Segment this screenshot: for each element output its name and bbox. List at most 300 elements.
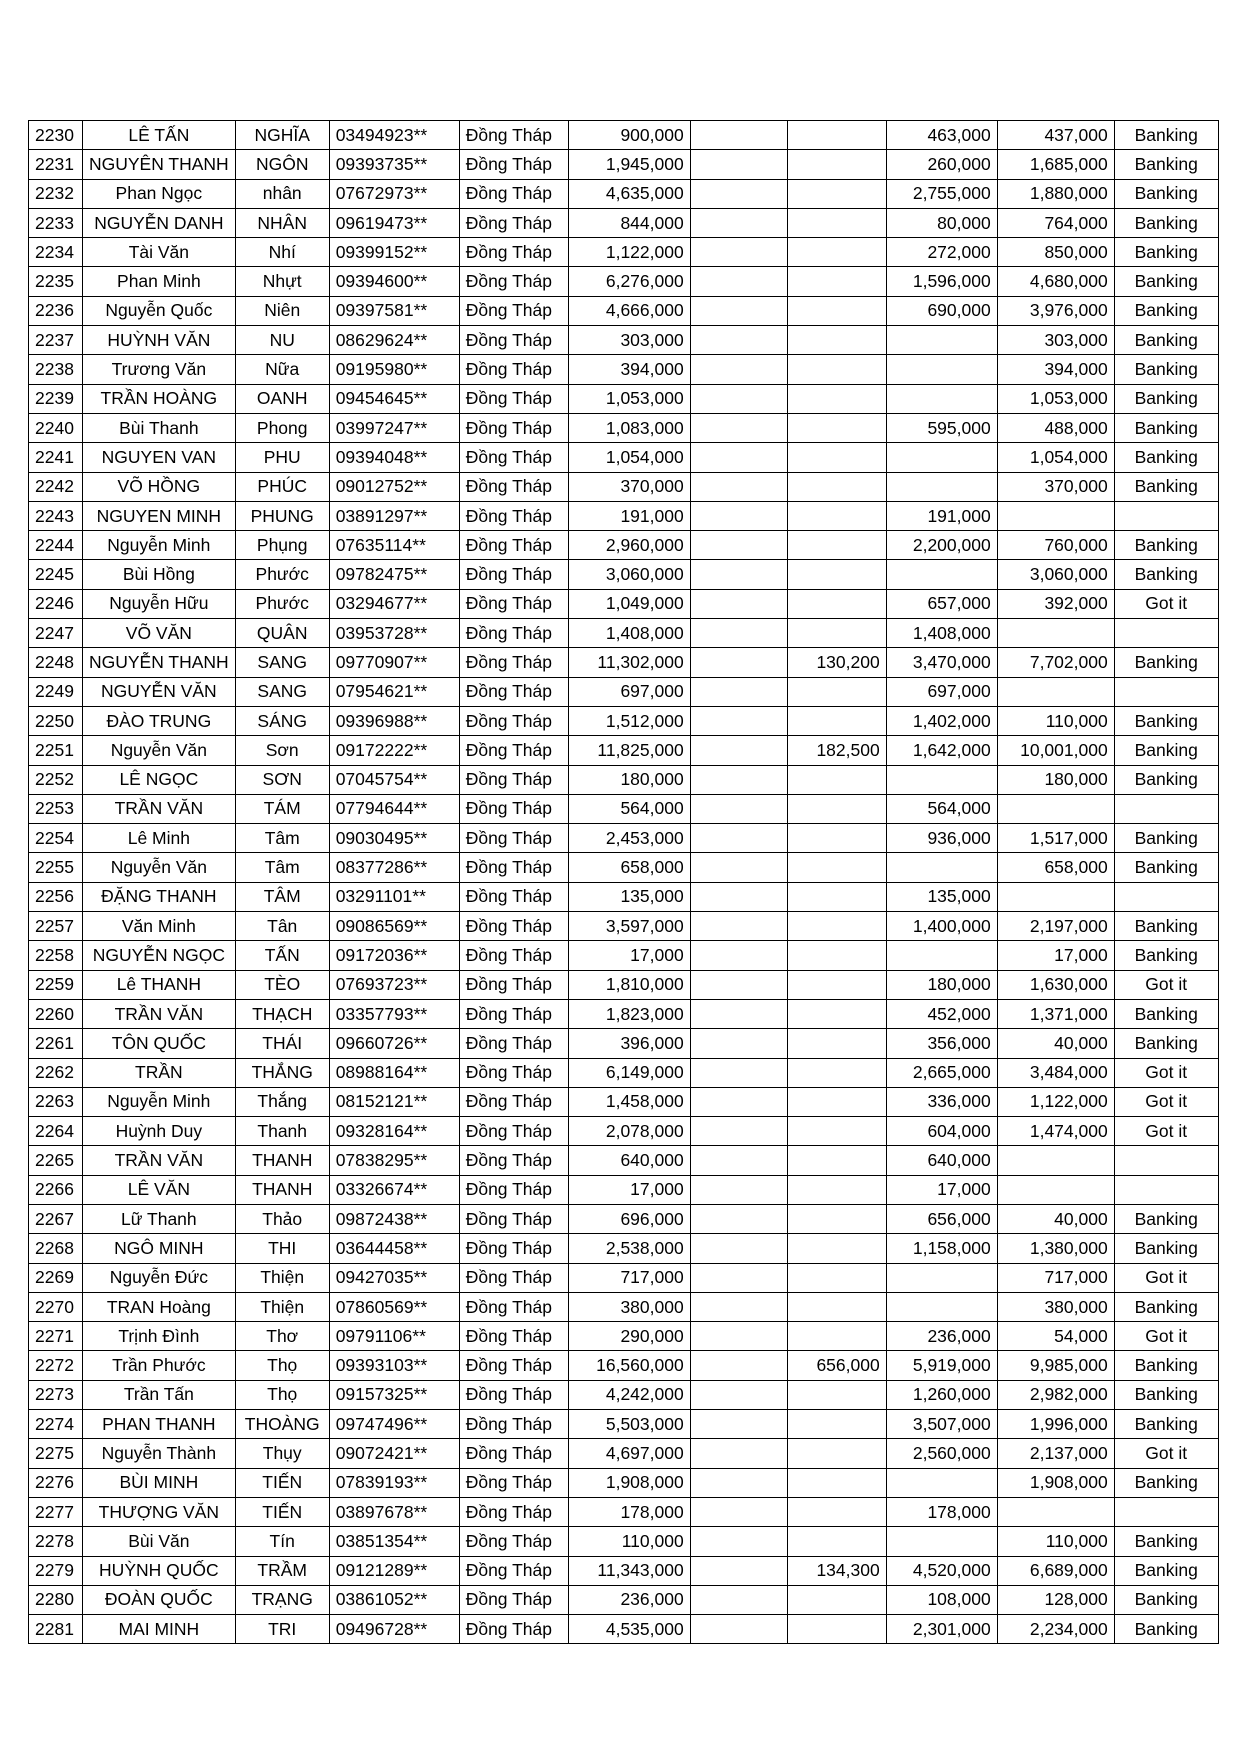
given-name-cell: Thắng [235, 1087, 329, 1116]
amount-col-4-cell: 437,000 [997, 121, 1114, 150]
given-name-cell: TÁM [235, 794, 329, 823]
amount-col-2-cell [787, 501, 886, 530]
row-number-cell: 2245 [29, 560, 83, 589]
table-row [29, 853, 1219, 882]
province-cell: Đồng Tháp [459, 150, 568, 179]
given-name-cell: TÂM [235, 882, 329, 911]
phone-number-cell: 08988164** [329, 1058, 459, 1087]
family-name-cell: NGUYỄN VĂN [83, 677, 236, 706]
province-cell: Đồng Tháp [459, 384, 568, 413]
amount-col-2-cell [787, 1204, 886, 1233]
amount-col-1-cell [690, 824, 787, 853]
amount-col-3-cell: 5,919,000 [886, 1351, 997, 1380]
amount-col-2-cell [787, 472, 886, 501]
phone-number-cell: 08377286** [329, 853, 459, 882]
amount-col-1-cell [690, 1058, 787, 1087]
row-number-cell: 2279 [29, 1556, 83, 1585]
row-number-cell: 2237 [29, 326, 83, 355]
province-cell: Đồng Tháp [459, 736, 568, 765]
amount-col-1-cell [690, 1556, 787, 1585]
total-amount-cell: 11,343,000 [568, 1556, 690, 1585]
table-row [29, 1117, 1219, 1146]
row-number-cell: 2231 [29, 150, 83, 179]
family-name-cell: Nguyễn Quốc [83, 296, 236, 325]
family-name-cell: TRẦN [83, 1058, 236, 1087]
total-amount-cell: 3,060,000 [568, 560, 690, 589]
amount-col-2-cell [787, 560, 886, 589]
amount-col-3-cell: 191,000 [886, 501, 997, 530]
amount-col-2-cell [787, 882, 886, 911]
table-row [29, 941, 1219, 970]
total-amount-cell: 2,960,000 [568, 531, 690, 560]
amount-col-3-cell [886, 560, 997, 589]
total-amount-cell: 1,908,000 [568, 1468, 690, 1497]
amount-col-4-cell: 7,702,000 [997, 648, 1114, 677]
total-amount-cell: 1,408,000 [568, 619, 690, 648]
amount-col-4-cell: 1,054,000 [997, 443, 1114, 472]
province-cell: Đồng Tháp [459, 1410, 568, 1439]
amount-col-4-cell: 380,000 [997, 1292, 1114, 1321]
total-amount-cell: 394,000 [568, 355, 690, 384]
payment-method-cell: Banking [1114, 1380, 1218, 1409]
phone-number-cell: 09030495** [329, 824, 459, 853]
given-name-cell: PHÚC [235, 472, 329, 501]
amount-col-3-cell [886, 765, 997, 794]
total-amount-cell: 1,053,000 [568, 384, 690, 413]
amount-col-1-cell [690, 1292, 787, 1321]
total-amount-cell: 180,000 [568, 765, 690, 794]
payment-method-cell: Banking [1114, 472, 1218, 501]
amount-col-3-cell: 2,755,000 [886, 179, 997, 208]
amount-col-3-cell: 236,000 [886, 1322, 997, 1351]
amount-col-1-cell [690, 589, 787, 618]
total-amount-cell: 4,535,000 [568, 1615, 690, 1644]
amount-col-4-cell: 6,689,000 [997, 1556, 1114, 1585]
amount-col-2-cell [787, 1380, 886, 1409]
amount-col-1-cell [690, 1263, 787, 1292]
row-number-cell: 2265 [29, 1146, 83, 1175]
family-name-cell: Phan Minh [83, 267, 236, 296]
province-cell: Đồng Tháp [459, 824, 568, 853]
family-name-cell: MAI MINH [83, 1615, 236, 1644]
amount-col-1-cell [690, 1380, 787, 1409]
amount-col-2-cell [787, 824, 886, 853]
table-row [29, 443, 1219, 472]
family-name-cell: NGUYỄN THANH [83, 648, 236, 677]
amount-col-4-cell: 1,685,000 [997, 150, 1114, 179]
phone-number-cell: 09086569** [329, 912, 459, 941]
amount-col-1-cell [690, 208, 787, 237]
payment-method-cell: Banking [1114, 1351, 1218, 1380]
amount-col-3-cell: 452,000 [886, 999, 997, 1028]
phone-number-cell: 09012752** [329, 472, 459, 501]
row-number-cell: 2247 [29, 619, 83, 648]
payment-method-cell: Banking [1114, 208, 1218, 237]
amount-col-2-cell [787, 999, 886, 1028]
amount-col-2-cell [787, 970, 886, 999]
given-name-cell: Tân [235, 912, 329, 941]
payment-method-cell: Banking [1114, 999, 1218, 1028]
table-row [29, 999, 1219, 1028]
amount-col-1-cell [690, 531, 787, 560]
total-amount-cell: 11,825,000 [568, 736, 690, 765]
total-amount-cell: 380,000 [568, 1292, 690, 1321]
amount-col-2-cell [787, 1410, 886, 1439]
family-name-cell: NGUYỄN NGỌC [83, 941, 236, 970]
given-name-cell: Niên [235, 296, 329, 325]
total-amount-cell: 1,512,000 [568, 706, 690, 735]
province-cell: Đồng Tháp [459, 1292, 568, 1321]
amount-col-3-cell: 463,000 [886, 121, 997, 150]
family-name-cell: Nguyễn Văn [83, 853, 236, 882]
amount-col-3-cell: 135,000 [886, 882, 997, 911]
amount-col-2-cell [787, 706, 886, 735]
province-cell: Đồng Tháp [459, 589, 568, 618]
total-amount-cell: 717,000 [568, 1263, 690, 1292]
table-row [29, 736, 1219, 765]
amount-col-1-cell [690, 882, 787, 911]
phone-number-cell: 03851354** [329, 1527, 459, 1556]
given-name-cell: PHUNG [235, 501, 329, 530]
phone-number-cell: 09791106** [329, 1322, 459, 1351]
given-name-cell: NGHĨA [235, 121, 329, 150]
amount-col-2-cell [787, 1117, 886, 1146]
payment-method-cell: Banking [1114, 912, 1218, 941]
given-name-cell: SƠN [235, 765, 329, 794]
amount-col-3-cell [886, 1292, 997, 1321]
amount-col-1-cell [690, 912, 787, 941]
amount-col-4-cell: 2,137,000 [997, 1439, 1114, 1468]
row-number-cell: 2234 [29, 238, 83, 267]
amount-col-4-cell: 394,000 [997, 355, 1114, 384]
amount-col-3-cell: 3,470,000 [886, 648, 997, 677]
family-name-cell: Trần Tấn [83, 1380, 236, 1409]
payment-method-cell: Banking [1114, 1204, 1218, 1233]
total-amount-cell: 396,000 [568, 1029, 690, 1058]
amount-col-4-cell [997, 1146, 1114, 1175]
table-row [29, 824, 1219, 853]
given-name-cell: Nhựt [235, 267, 329, 296]
amount-col-4-cell: 54,000 [997, 1322, 1114, 1351]
family-name-cell: Lê Minh [83, 824, 236, 853]
province-cell: Đồng Tháp [459, 1527, 568, 1556]
amount-col-1-cell [690, 501, 787, 530]
province-cell: Đồng Tháp [459, 1175, 568, 1204]
row-number-cell: 2233 [29, 208, 83, 237]
phone-number-cell: 09394048** [329, 443, 459, 472]
given-name-cell: Phước [235, 560, 329, 589]
table-row [29, 121, 1219, 150]
province-cell: Đồng Tháp [459, 531, 568, 560]
table-row [29, 1468, 1219, 1497]
amount-col-4-cell [997, 1497, 1114, 1526]
amount-col-1-cell [690, 413, 787, 442]
amount-col-2-cell [787, 267, 886, 296]
phone-number-cell: 09770907** [329, 648, 459, 677]
payment-method-cell [1114, 677, 1218, 706]
row-number-cell: 2266 [29, 1175, 83, 1204]
province-cell: Đồng Tháp [459, 1058, 568, 1087]
amount-col-4-cell [997, 882, 1114, 911]
payment-method-cell: Banking [1114, 853, 1218, 882]
amount-col-1-cell [690, 560, 787, 589]
province-cell: Đồng Tháp [459, 1087, 568, 1116]
amount-col-3-cell: 356,000 [886, 1029, 997, 1058]
family-name-cell: TRẦN HOÀNG [83, 384, 236, 413]
amount-col-3-cell: 3,507,000 [886, 1410, 997, 1439]
amount-col-4-cell: 110,000 [997, 706, 1114, 735]
province-cell: Đồng Tháp [459, 1615, 568, 1644]
given-name-cell: Tâm [235, 824, 329, 853]
amount-col-4-cell: 1,517,000 [997, 824, 1114, 853]
amount-col-3-cell: 936,000 [886, 824, 997, 853]
amount-col-3-cell [886, 472, 997, 501]
total-amount-cell: 1,458,000 [568, 1087, 690, 1116]
total-amount-cell: 1,083,000 [568, 413, 690, 442]
amount-col-1-cell [690, 1322, 787, 1351]
province-cell: Đồng Tháp [459, 765, 568, 794]
amount-col-1-cell [690, 1204, 787, 1233]
given-name-cell: TÈO [235, 970, 329, 999]
row-number-cell: 2264 [29, 1117, 83, 1146]
table-row [29, 1351, 1219, 1380]
phone-number-cell: 07839193** [329, 1468, 459, 1497]
province-cell: Đồng Tháp [459, 677, 568, 706]
payment-method-cell [1114, 1497, 1218, 1526]
province-cell: Đồng Tháp [459, 179, 568, 208]
phone-number-cell: 09172036** [329, 941, 459, 970]
amount-col-3-cell [886, 443, 997, 472]
amount-col-1-cell [690, 1439, 787, 1468]
payment-method-cell: Got it [1114, 1263, 1218, 1292]
phone-number-cell: 07860569** [329, 1292, 459, 1321]
payment-method-cell: Got it [1114, 1087, 1218, 1116]
row-number-cell: 2242 [29, 472, 83, 501]
phone-number-cell: 09393103** [329, 1351, 459, 1380]
amount-col-4-cell: 850,000 [997, 238, 1114, 267]
total-amount-cell: 290,000 [568, 1322, 690, 1351]
row-number-cell: 2246 [29, 589, 83, 618]
family-name-cell: Trịnh Đình [83, 1322, 236, 1351]
amount-col-4-cell: 658,000 [997, 853, 1114, 882]
amount-col-2-cell: 134,300 [787, 1556, 886, 1585]
amount-col-1-cell [690, 121, 787, 150]
province-cell: Đồng Tháp [459, 1146, 568, 1175]
total-amount-cell: 2,453,000 [568, 824, 690, 853]
payment-method-cell: Banking [1114, 121, 1218, 150]
amount-col-4-cell: 764,000 [997, 208, 1114, 237]
phone-number-cell: 09619473** [329, 208, 459, 237]
table-row [29, 179, 1219, 208]
row-number-cell: 2261 [29, 1029, 83, 1058]
payment-method-cell [1114, 1146, 1218, 1175]
table-row [29, 267, 1219, 296]
family-name-cell: Lê THANH [83, 970, 236, 999]
amount-col-4-cell: 1,474,000 [997, 1117, 1114, 1146]
row-number-cell: 2268 [29, 1234, 83, 1263]
row-number-cell: 2263 [29, 1087, 83, 1116]
amount-col-1-cell [690, 706, 787, 735]
amount-col-3-cell: 657,000 [886, 589, 997, 618]
amount-col-2-cell [787, 619, 886, 648]
row-number-cell: 2274 [29, 1410, 83, 1439]
amount-col-3-cell: 1,408,000 [886, 619, 997, 648]
row-number-cell: 2256 [29, 882, 83, 911]
table-row [29, 1058, 1219, 1087]
phone-number-cell: 03291101** [329, 882, 459, 911]
given-name-cell: Thọ [235, 1351, 329, 1380]
province-cell: Đồng Tháp [459, 1351, 568, 1380]
given-name-cell: SÁNG [235, 706, 329, 735]
total-amount-cell: 135,000 [568, 882, 690, 911]
phone-number-cell: 09394600** [329, 267, 459, 296]
amount-col-1-cell [690, 1234, 787, 1263]
phone-number-cell: 09872438** [329, 1204, 459, 1233]
phone-number-cell: 09328164** [329, 1117, 459, 1146]
amount-col-1-cell [690, 853, 787, 882]
phone-number-cell: 09195980** [329, 355, 459, 384]
table-row [29, 1380, 1219, 1409]
total-amount-cell: 370,000 [568, 472, 690, 501]
amount-col-3-cell: 17,000 [886, 1175, 997, 1204]
total-amount-cell: 11,302,000 [568, 648, 690, 677]
family-name-cell: ĐÀO TRUNG [83, 706, 236, 735]
total-amount-cell: 1,945,000 [568, 150, 690, 179]
table-row [29, 1497, 1219, 1526]
payment-method-cell [1114, 619, 1218, 648]
amount-col-4-cell: 1,380,000 [997, 1234, 1114, 1263]
payment-method-cell: Banking [1114, 1585, 1218, 1614]
family-name-cell: Phan Ngọc [83, 179, 236, 208]
amount-col-2-cell [787, 765, 886, 794]
row-number-cell: 2249 [29, 677, 83, 706]
amount-col-2-cell [787, 413, 886, 442]
table-row [29, 1204, 1219, 1233]
row-number-cell: 2276 [29, 1468, 83, 1497]
amount-col-2-cell [787, 853, 886, 882]
given-name-cell: Thơ [235, 1322, 329, 1351]
amount-col-1-cell [690, 296, 787, 325]
total-amount-cell: 640,000 [568, 1146, 690, 1175]
table-row [29, 1410, 1219, 1439]
table-row [29, 1556, 1219, 1585]
amount-col-4-cell [997, 794, 1114, 823]
amount-col-3-cell: 1,642,000 [886, 736, 997, 765]
total-amount-cell: 17,000 [568, 1175, 690, 1204]
amount-col-3-cell: 656,000 [886, 1204, 997, 1233]
family-name-cell: HUỲNH VĂN [83, 326, 236, 355]
amount-col-1-cell [690, 1497, 787, 1526]
family-name-cell: NGUYỄN DANH [83, 208, 236, 237]
total-amount-cell: 1,054,000 [568, 443, 690, 472]
row-number-cell: 2267 [29, 1204, 83, 1233]
family-name-cell: NGUYEN MINH [83, 501, 236, 530]
table-row [29, 619, 1219, 648]
province-cell: Đồng Tháp [459, 501, 568, 530]
total-amount-cell: 1,810,000 [568, 970, 690, 999]
phone-number-cell: 07838295** [329, 1146, 459, 1175]
amount-col-3-cell: 564,000 [886, 794, 997, 823]
amount-col-2-cell [787, 1263, 886, 1292]
table-row [29, 589, 1219, 618]
table-row [29, 1146, 1219, 1175]
amount-col-4-cell: 2,197,000 [997, 912, 1114, 941]
amount-col-2-cell [787, 150, 886, 179]
family-name-cell: PHAN THANH [83, 1410, 236, 1439]
amount-col-2-cell [787, 1029, 886, 1058]
amount-col-3-cell [886, 1263, 997, 1292]
row-number-cell: 2251 [29, 736, 83, 765]
payment-method-cell: Banking [1114, 1234, 1218, 1263]
amount-col-3-cell: 4,520,000 [886, 1556, 997, 1585]
table-row [29, 326, 1219, 355]
payment-method-cell: Banking [1114, 1410, 1218, 1439]
family-name-cell: Tài Văn [83, 238, 236, 267]
province-cell: Đồng Tháp [459, 472, 568, 501]
amount-col-3-cell: 2,301,000 [886, 1615, 997, 1644]
given-name-cell: Nhí [235, 238, 329, 267]
payment-method-cell: Banking [1114, 1615, 1218, 1644]
amount-col-2-cell [787, 1497, 886, 1526]
amount-col-1-cell [690, 326, 787, 355]
province-cell: Đồng Tháp [459, 999, 568, 1028]
amount-col-1-cell [690, 794, 787, 823]
amount-col-4-cell: 3,976,000 [997, 296, 1114, 325]
amount-col-1-cell [690, 970, 787, 999]
amount-col-3-cell: 1,158,000 [886, 1234, 997, 1263]
province-cell: Đồng Tháp [459, 941, 568, 970]
province-cell: Đồng Tháp [459, 238, 568, 267]
payment-method-cell: Banking [1114, 413, 1218, 442]
amount-col-3-cell: 272,000 [886, 238, 997, 267]
amount-col-3-cell [886, 326, 997, 355]
table-row [29, 296, 1219, 325]
given-name-cell: THOÀNG [235, 1410, 329, 1439]
amount-col-2-cell [787, 121, 886, 150]
province-cell: Đồng Tháp [459, 1263, 568, 1292]
family-name-cell: Nguyễn Thành [83, 1439, 236, 1468]
family-name-cell: TRẦN VĂN [83, 794, 236, 823]
family-name-cell: Nguyễn Đức [83, 1263, 236, 1292]
amount-col-3-cell: 604,000 [886, 1117, 997, 1146]
amount-col-2-cell [787, 941, 886, 970]
phone-number-cell: 03644458** [329, 1234, 459, 1263]
payment-method-cell: Got it [1114, 970, 1218, 999]
row-number-cell: 2241 [29, 443, 83, 472]
amount-col-4-cell: 128,000 [997, 1585, 1114, 1614]
table-row [29, 912, 1219, 941]
phone-number-cell: 09454645** [329, 384, 459, 413]
amount-col-2-cell: 182,500 [787, 736, 886, 765]
total-amount-cell: 17,000 [568, 941, 690, 970]
table-row [29, 1527, 1219, 1556]
amount-col-1-cell [690, 238, 787, 267]
amount-col-4-cell: 760,000 [997, 531, 1114, 560]
phone-number-cell: 09782475** [329, 560, 459, 589]
family-name-cell: TRẦN VĂN [83, 1146, 236, 1175]
total-amount-cell: 2,538,000 [568, 1234, 690, 1263]
amount-col-3-cell [886, 355, 997, 384]
row-number-cell: 2262 [29, 1058, 83, 1087]
amount-col-3-cell: 2,665,000 [886, 1058, 997, 1087]
amount-col-2-cell [787, 794, 886, 823]
total-amount-cell: 900,000 [568, 121, 690, 150]
payment-method-cell: Banking [1114, 531, 1218, 560]
phone-number-cell: 07672973** [329, 179, 459, 208]
amount-col-3-cell: 336,000 [886, 1087, 997, 1116]
payment-method-cell: Banking [1114, 267, 1218, 296]
payment-method-cell: Banking [1114, 443, 1218, 472]
